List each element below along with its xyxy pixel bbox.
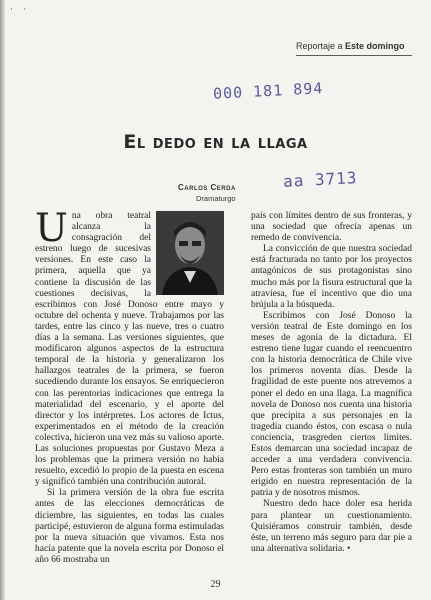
left-paragraph: Si la primera versión de la obra fue escrita antes de las elecciones democráticas de diciembre, las siguientes, en todas las cuales participé, estuvieron de alguna forma estimuladas por la nueva situación que vivamos. Esta nos hacía patente que la novela escrita por Donoso el año 66 mostraba un <box>35 488 224 565</box>
page-number: 29 <box>210 579 221 590</box>
left-paragraph: na obra teatral alcanza la consagración del estreno luego de sucesivas versiones. En este caso la primera, aquella que ya contiene la discusión de las cuestiones decisivas, la escribimos con José Donoso entre mayo y octubre del ochenta y nueve. Trabajamos por las tardes, entre las cinco y las nueve, tres o cuatro días a la semana. Las versiones siguientes, que modificaron algunos aspectos de la estructura temporal de la historia y generalizaron los hallazgos teatrales de la primera, se fueron sucediendo durante los ensayos. Se enriquecieron con las perentorias indicaciones que entrega la materialidad del escenario, y el aporte del director y los intérpretes. Los actores de Ictus, experimentados en el método de la creación colectiva, hicieron una vez más su valioso aporte. Las soluciones propuestas por Gustavo Meza a los problemas que la primera versión no había resuelto, excedió lo propio de la puesta en escena y significó también una contribución autoral. <box>35 211 224 488</box>
article-column-left <box>35 206 224 566</box>
article-title: El dedo en la llaga <box>123 131 308 153</box>
section-prefix: Reportaje a <box>296 41 346 51</box>
section-label <box>296 41 405 51</box>
right-paragraph: La convicción de que nuestra sociedad está fracturada no tanto por los proyectos antagónicos de sus protagonistas sino mucho más por la fisura estructural que la atraviesa, fue el incentivo que dio una brújula a la búsqueda. <box>251 244 412 310</box>
author-portrait-icon <box>156 211 224 295</box>
page-binding-edge <box>0 0 5 600</box>
author-photo <box>156 211 224 295</box>
accession-code-stamp: aa 3713 <box>282 168 358 191</box>
author-role: Dramaturgo <box>196 194 236 203</box>
section-name: Este domingo <box>345 41 405 51</box>
section-rule <box>296 55 412 56</box>
right-paragraph: Escribimos con José Donoso la versión teatral de Este domingo en los meses de agonía de la dictadura. El estreno tiene lugar cuando el reencuentro con la historia democrática de Chile vive los primeros noventa días. Desde la fragilidad de este puente nos atrevemos a poner el dedo en una llaga. La magnífica novela de Donoso nos cuenta una historia que precipita a sus personajes en la tragedia cuando éstos, con escasa o nula conciencia, trasgreden ciertos límites. Estos demarcan una sociedad incapaz de acceder a una verdadera convivencia. Pero estas fronteras son también un muro erigido en nuestra representación de la patria y de nosotros mismos. <box>251 310 412 499</box>
right-paragraph: Nuestro dedo hace doler esa herida para plantear un cuestionamiento. Quisiéramos construir también, desde éste, un terreno más seguro para dar pie a una alternativa solidaria. • <box>251 499 412 554</box>
drop-cap: U <box>35 206 68 251</box>
article-column-right <box>251 211 412 555</box>
corner-marks: · · <box>10 4 31 14</box>
author-name: Carlos Cerda <box>178 183 236 192</box>
right-paragraph: país con límites dentro de sus fronteras, y una sociedad que ofrecía apenas un remedo de convivencia. <box>251 211 412 244</box>
catalog-number-stamp: 000 181 894 <box>212 79 324 103</box>
